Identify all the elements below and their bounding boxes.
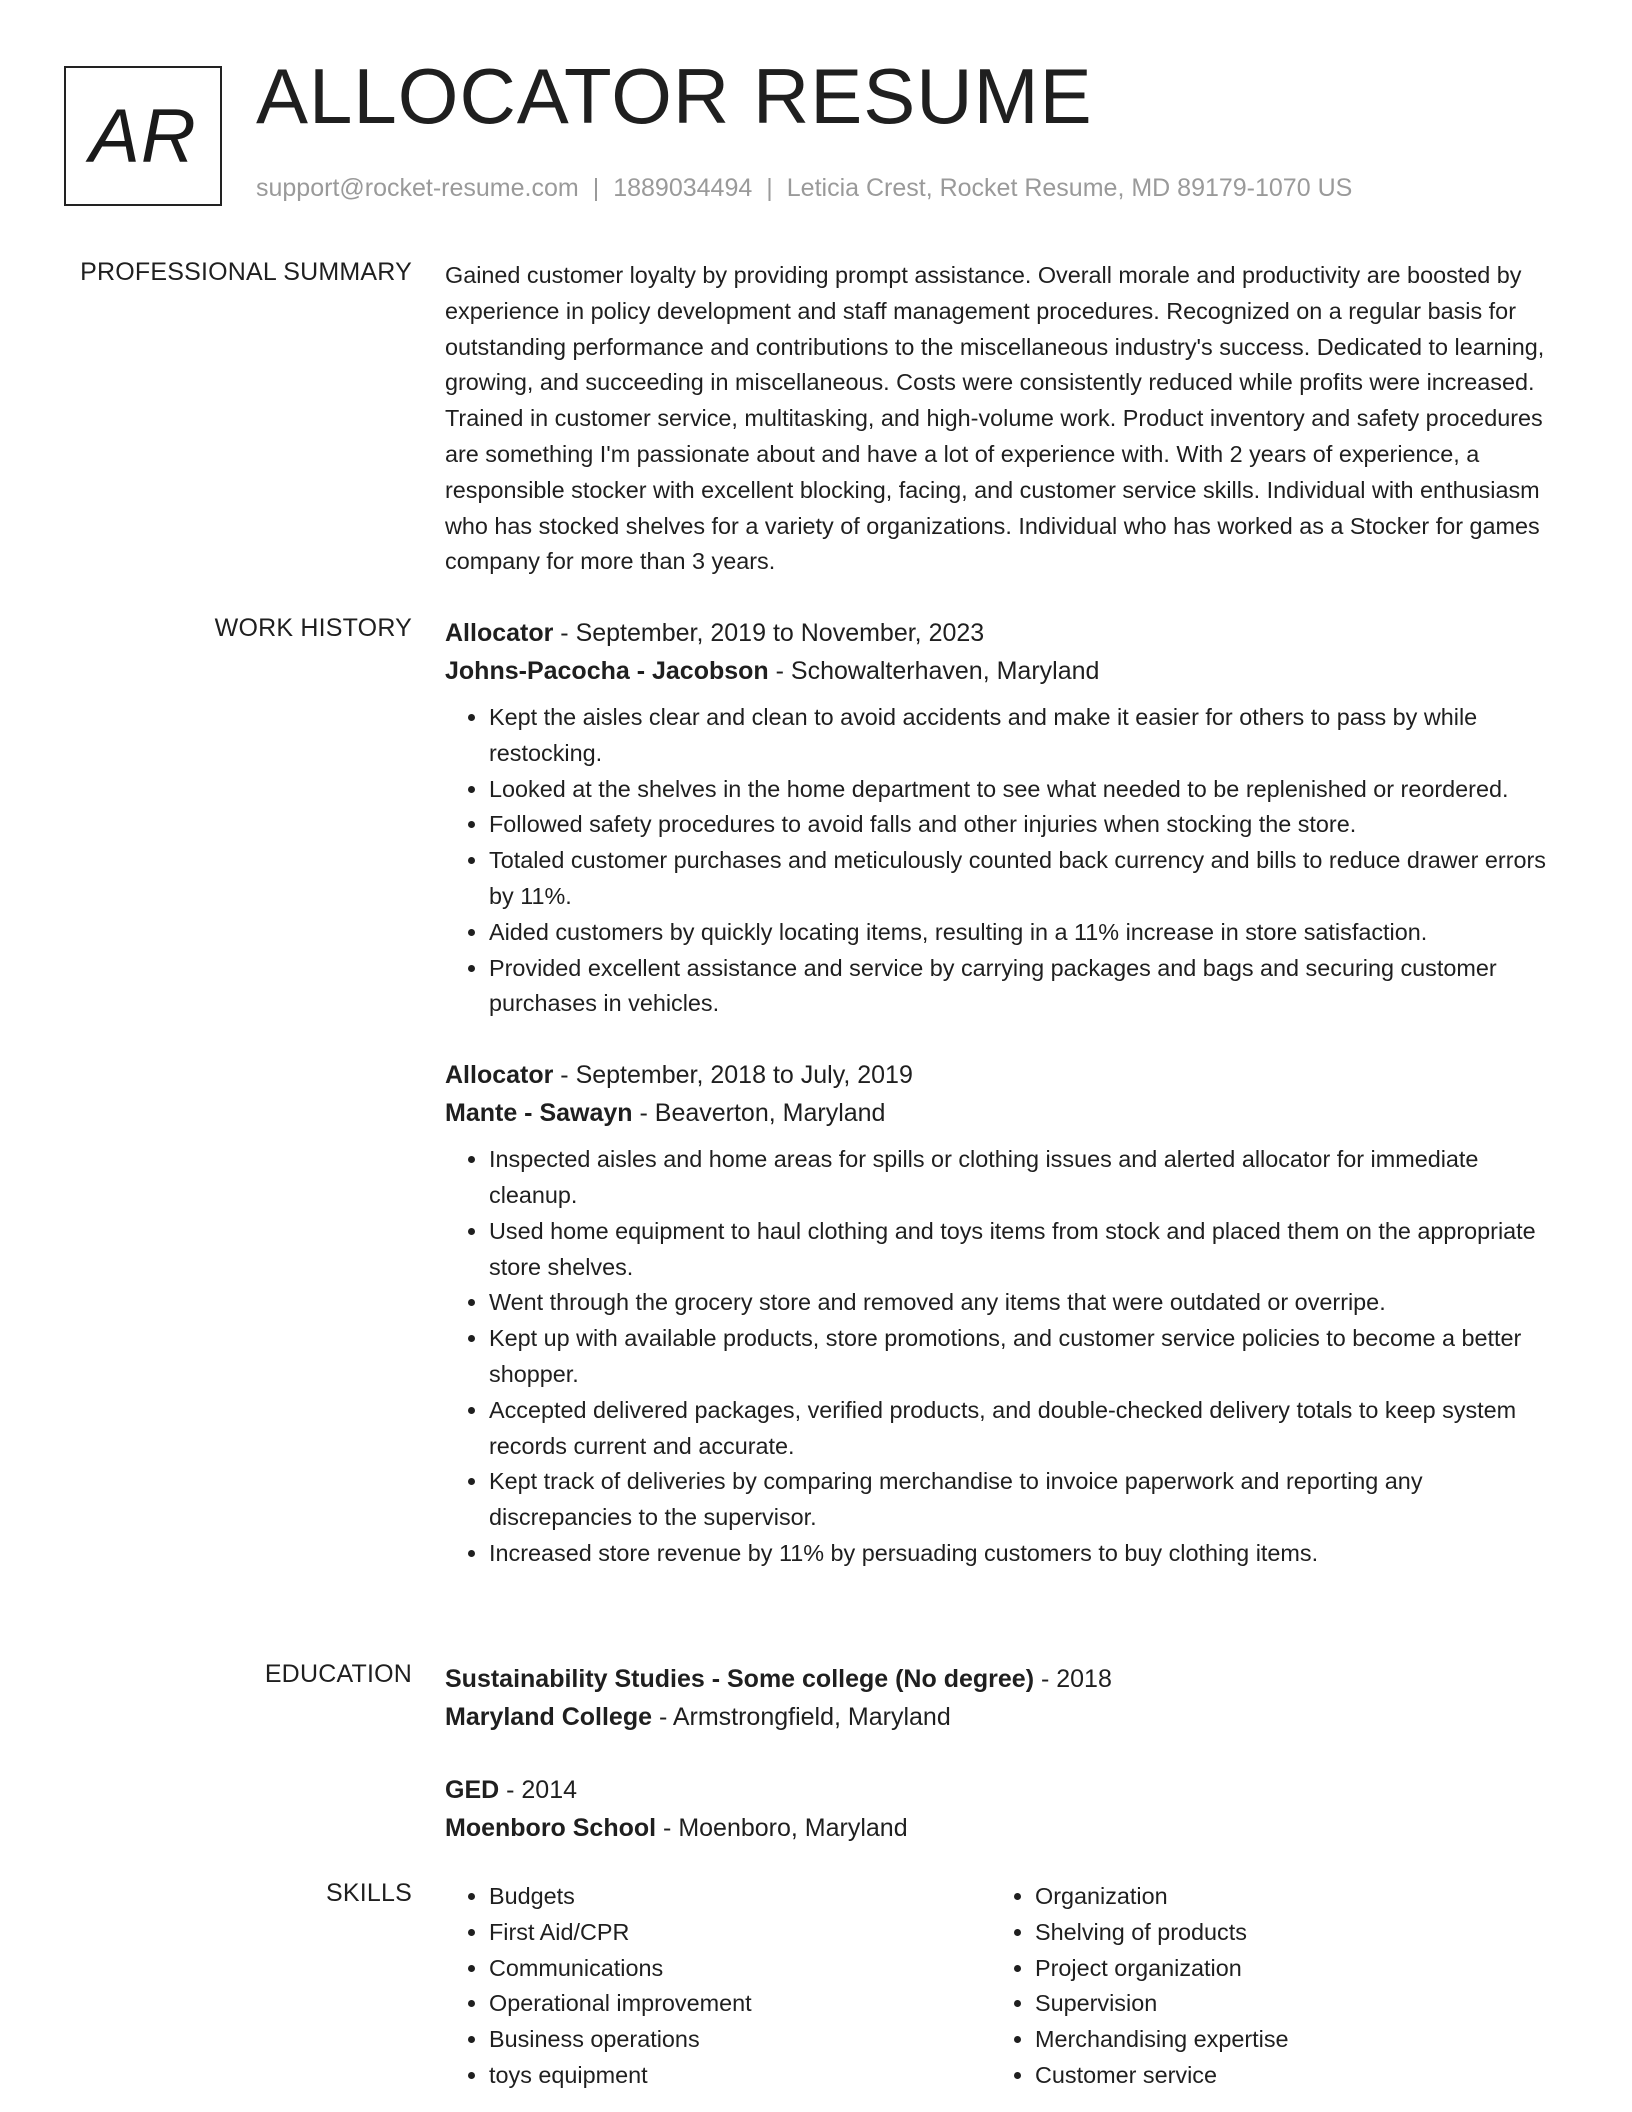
education-school: Maryland College	[445, 1703, 652, 1731]
job-duty: • Kept track of deliveries by comparing merchandise to invoice paperwork and reporting any discrepancies to the supervisor.	[489, 1464, 1561, 1536]
skill-item: • Budgets	[489, 1879, 991, 1915]
skill-item: • toys equipment	[489, 2058, 991, 2094]
job-location: - Beaverton, Maryland	[632, 1099, 886, 1128]
job-title-line	[445, 1056, 1561, 1094]
job-duty: • Followed safety procedures to avoid falls and other injuries when stocking the store.	[489, 807, 1561, 843]
skill-item: • Project organization	[1035, 1951, 1537, 1987]
work-history-body	[445, 614, 1561, 1572]
education-school: Moenboro School	[445, 1814, 657, 1842]
skill-item: • Organization	[1035, 1879, 1537, 1915]
job-dates: - September, 2019 to November, 2023	[553, 619, 985, 647]
contact-separator: |	[766, 174, 773, 202]
job-duty: • Increased store revenue by 11% by persuading customers to buy clothing items.	[489, 1536, 1561, 1572]
education-year: - 2014	[499, 1776, 578, 1804]
job-employer-line	[445, 652, 1561, 690]
education-entry	[445, 1660, 1561, 1736]
contact-separator: |	[592, 174, 600, 202]
job-duty: • Totaled customer purchases and meticulously counted back currency and bills to reduce drawer errors by 11%.	[489, 843, 1561, 915]
education-entry	[445, 1771, 1561, 1847]
education-year: - 2018	[1034, 1665, 1112, 1693]
skill-item: • Operational improvement	[489, 1986, 991, 2022]
skills-list-left	[445, 1879, 991, 2094]
job-employer: Mante - Sawayn	[445, 1099, 633, 1128]
job-duty: • Accepted delivered packages, verified products, and double-checked delivery totals to keep system records current and accurate.	[489, 1393, 1561, 1465]
education-heading: EDUCATION	[264, 1660, 412, 1688]
skill-item: • Customer service	[1035, 2058, 1537, 2094]
skills-heading: SKILLS	[326, 1879, 412, 1907]
job-duty: • Kept the aisles clear and clean to avoid accidents and make it easier for others to pass by while restocking.	[489, 700, 1561, 772]
education-body	[445, 1660, 1561, 1847]
skills-columns	[445, 1879, 1561, 2094]
skill-item: • Business operations	[489, 2022, 991, 2058]
skills-body	[445, 1879, 1561, 2094]
job-employer: Johns-Pacocha - Jacobson	[445, 657, 769, 685]
resume-title: ALLOCATOR RESUME	[256, 52, 1093, 140]
summary-text: Gained customer loyalty by providing prompt assistance. Overall morale and productivity are boosted by experience in policy development and staff management procedures. Recognized on a regular basis for outstanding performance and contributions to the miscellaneous industry's success. Dedicated to learning, growing, and succeeding in miscellaneous. Costs were consistently reduced while profits were increased. Trained in customer service, multitasking, and high-volume work. Product inventory and safety procedures are something I'm passionate about and have a lot of experience with. With 2 years of experience, a responsible stocker with excellent blocking, facing, and customer service skills. Individual with enthusiasm who has stocked shelves for a variety of organizations. Individual who has worked as a Stocker for games company for more than 3 years.	[445, 262, 1545, 575]
job-duty: • Looked at the shelves in the home department to see what needed to be replenished or reordered.	[489, 772, 1561, 808]
education-degree-line	[445, 1771, 1561, 1809]
job-duty: • Inspected aisles and home areas for spills or clothing issues and alerted allocator for immediate cleanup.	[489, 1142, 1561, 1214]
job-duties-list	[445, 700, 1561, 1022]
monogram-text: AR	[89, 93, 197, 179]
education-school-line	[445, 1809, 1561, 1847]
monogram-logo	[64, 66, 222, 206]
summary-body	[445, 258, 1561, 580]
education-degree-line	[445, 1660, 1561, 1698]
skill-item: • Shelving of products	[1035, 1915, 1537, 1951]
education-location: - Moenboro, Maryland	[656, 1814, 908, 1842]
job-entry	[445, 614, 1561, 1022]
job-duty: • Used home equipment to haul clothing and toys items from stock and placed them on the appropriate store shelves.	[489, 1214, 1561, 1286]
work-history-heading: WORK HISTORY	[214, 614, 412, 642]
skills-list-right	[991, 1879, 1537, 2094]
education-degree: Sustainability Studies - Some college (No degree)	[445, 1665, 1035, 1693]
job-dates: - September, 2018 to July, 2019	[553, 1061, 913, 1090]
job-duties-list	[445, 1142, 1561, 1572]
skill-item: • Supervision	[1035, 1986, 1537, 2022]
job-employer-line	[445, 1094, 1561, 1132]
education-school-line	[445, 1698, 1561, 1736]
contact-address: Leticia Crest, Rocket Resume, MD 89179-1070 US	[786, 174, 1353, 202]
contact-phone: 1889034494	[613, 174, 753, 202]
education-location: - Armstrongfield, Maryland	[652, 1703, 951, 1731]
summary-heading: PROFESSIONAL SUMMARY	[80, 258, 412, 286]
job-duty: • Kept up with available products, store promotions, and customer service policies to become a better shopper.	[489, 1321, 1561, 1393]
skill-item: • Merchandising expertise	[1035, 2022, 1537, 2058]
contact-line	[256, 174, 1352, 203]
job-duty: • Aided customers by quickly locating items, resulting in a 11% increase in store satisfaction.	[489, 915, 1561, 951]
job-entry	[445, 1056, 1561, 1572]
job-title-line	[445, 614, 1561, 652]
job-duty: • Provided excellent assistance and service by carrying packages and bags and securing customer purchases in vehicles.	[489, 951, 1561, 1023]
job-location: - Schowalterhaven, Maryland	[768, 657, 1100, 685]
job-duty: • Went through the grocery store and removed any items that were outdated or overripe.	[489, 1285, 1561, 1321]
education-degree: GED	[445, 1776, 500, 1804]
job-title: Allocator	[445, 1061, 554, 1090]
skill-item: • First Aid/CPR	[489, 1915, 991, 1951]
job-title: Allocator	[445, 619, 554, 647]
contact-email: support@rocket-resume.com	[256, 174, 579, 202]
skill-item: • Communications	[489, 1951, 991, 1987]
